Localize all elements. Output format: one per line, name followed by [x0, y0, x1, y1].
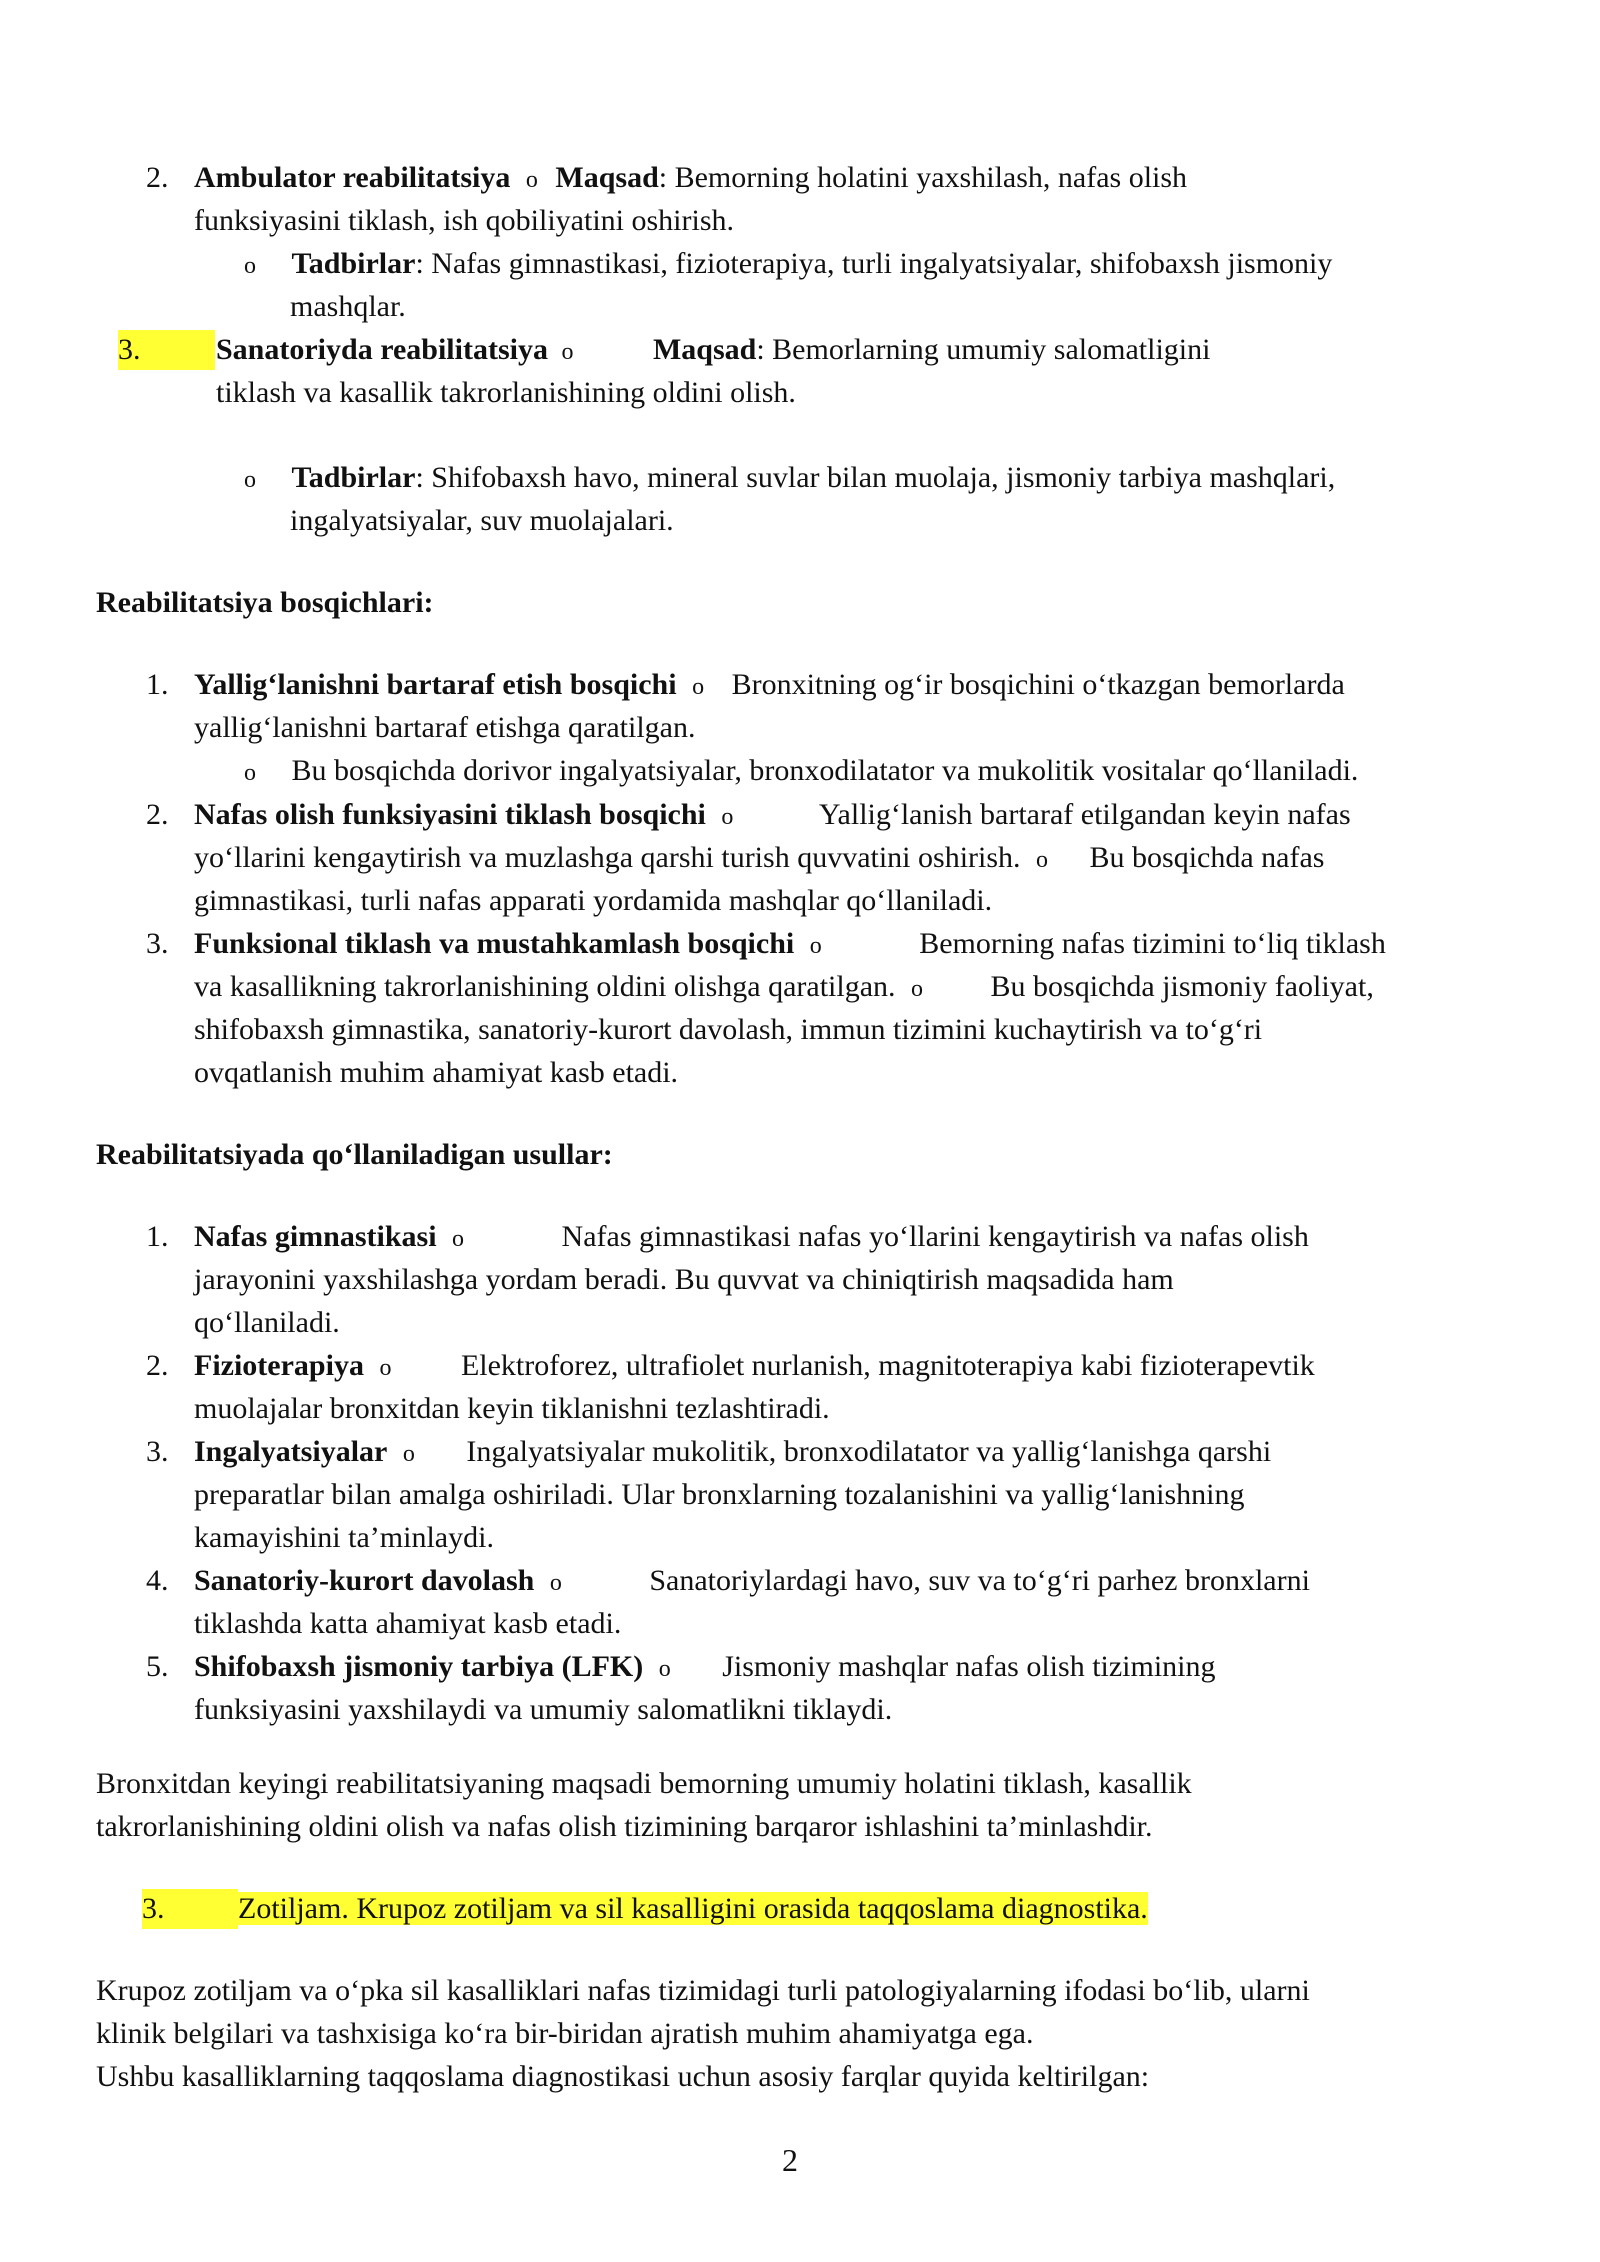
list-number: 1. [146, 668, 169, 701]
bullet: o [721, 804, 734, 830]
list-number: 3. [146, 927, 169, 960]
conclusion-text: Bronxitdan keyingi reabilitatsiyaning maqsadi bemorning umumiy holatini tiklash, kasallik [96, 1767, 1192, 1800]
bullet: o [1036, 847, 1049, 873]
stage-sub-text: Bu bosqichda dorivor ingalyatsiyalar, bronxodilatator va mukolitik vositalar qo‘llaniladi. [291, 754, 1359, 787]
list-number: 4. [146, 1564, 169, 1597]
measures-label: Tadbirlar [291, 461, 416, 494]
conclusion-text: takrorlanishining oldini olish va nafas olish tizimining barqaror ishlashini ta’minlashdir. [96, 1810, 1153, 1843]
stage-title: Nafas olish funksiyasini tiklash bosqichi [194, 798, 706, 831]
section-title: Zotiljam. Krupoz zotiljam va sil kasalligini orasida taqqoslama diagnostika. [238, 1892, 1148, 1925]
bullet: o [658, 1656, 671, 1682]
stage-text-cont: ovqatlanish muhim ahamiyat kasb etadi. [194, 1056, 679, 1089]
method-item [146, 1561, 1310, 1603]
goal-label: Maqsad [652, 333, 757, 366]
list-number: 3. [146, 1435, 169, 1468]
measures-text: : Nafas gimnastikasi, fizioterapiya, turli ingalyatsiyalar, shifobaxsh jismoniy [415, 247, 1333, 280]
stage-text-cont [194, 967, 1374, 1009]
sanatorium-measures-cont: ingalyatsiyalar, suv muolajalari. [290, 504, 674, 537]
page-number: 2 [782, 2142, 798, 2178]
list-number: 2. [146, 161, 169, 194]
method-text: Elektroforez, ultrafiolet nurlanish, magnitoterapiya kabi fizioterapevtik [460, 1349, 1315, 1382]
bullet: o [244, 467, 256, 493]
ambulator-title-line [146, 158, 1187, 200]
bullet: o [561, 339, 574, 365]
stage-text: Bu bosqichda jismoniy faoliyat, [990, 970, 1374, 1003]
stage-sub-item [244, 751, 1358, 793]
method-text-cont: jarayonini yaxshilashga yordam beradi. Bu quvvat va chiniqtirish maqsadida ham [194, 1263, 1174, 1296]
goal-label: Maqsad [555, 161, 659, 194]
intro-text: Ushbu kasalliklarning taqqoslama diagnostikasi uchun asosiy farqlar quyida keltirilgan: [96, 2060, 1150, 2093]
goal-text: : Bemorlarning umumiy salomatligini [756, 333, 1211, 366]
bullet: o [911, 976, 924, 1002]
bullet: o [692, 674, 705, 700]
method-text-cont: preparatlar bilan amalga oshiriladi. Ular bronxlarning tozalanishini va yallig‘lanishning [194, 1478, 1245, 1511]
measures-label: Tadbirlar [291, 247, 416, 280]
method-text: Sanatoriylardagi havo, suv va to‘g‘ri parhez bronxlarni [649, 1564, 1310, 1597]
list-number: 5. [146, 1650, 169, 1683]
highlighted-list-number: 3. [118, 330, 215, 370]
ambulator-goal-cont: funksiyasini tiklash, ish qobiliyatini oshirish. [194, 204, 734, 237]
method-title: Ingalyatsiyalar [194, 1435, 388, 1468]
method-title: Sanatoriy-kurort davolash [194, 1564, 535, 1597]
methods-heading: Reabilitatsiyada qo‘llaniladigan usullar: [96, 1138, 613, 1171]
method-title: Shifobaxsh jismoniy tarbiya (LFK) [194, 1650, 644, 1683]
stage-text-cont: gimnastikasi, turli nafas apparati yordamida mashqlar qo‘llaniladi. [194, 884, 993, 917]
bullet: o [525, 167, 538, 193]
method-text-cont: tiklashda katta ahamiyat kasb etadi. [194, 1607, 622, 1640]
method-title: Nafas gimnastikasi [194, 1220, 437, 1253]
bullet: o [402, 1441, 415, 1467]
goal-text: : Bemorning holatini yaxshilash, nafas olish [658, 161, 1188, 194]
stage-text: va kasallikning takrorlanishining oldini olishga qaratilgan. [194, 970, 896, 1003]
bullet: o [244, 253, 256, 279]
stage-text-cont [194, 838, 1324, 880]
bullet: o [452, 1226, 465, 1252]
bullet: o [244, 760, 256, 786]
method-text: Ingalyatsiyalar mukolitik, bronxodilatator va yallig‘lanishga qarshi [466, 1435, 1272, 1468]
stage-item [146, 924, 1386, 966]
method-text-cont: qo‘llaniladi. [194, 1306, 340, 1339]
method-item [146, 1432, 1271, 1474]
sanatorium-goal-cont: tiklash va kasallik takrorlanishining oldini olish. [216, 376, 796, 409]
method-text-cont: kamayishini ta’minlaydi. [194, 1521, 494, 1554]
intro-text: klinik belgilari va tashxisiga ko‘ra bir-biridan ajratish muhim ahamiyatga ega. [96, 2017, 1034, 2050]
method-text-cont: muolajalar bronxitdan keyin tiklanishni tezlashtiradi. [194, 1392, 830, 1425]
intro-text: Krupoz zotiljam va o‘pka sil kasalliklari nafas tizimidagi turli patologiyalarning ifodasi bo‘lib, ularni [96, 1974, 1310, 2007]
bullet: o [379, 1355, 392, 1381]
method-item [146, 1647, 1216, 1689]
ambulator-measures-line [244, 244, 1332, 286]
sanatorium-measures-line [244, 458, 1335, 500]
bullet: o [549, 1570, 562, 1596]
method-text: Nafas gimnastikasi nafas yo‘llarini kengaytirish va nafas olish [561, 1220, 1309, 1253]
bullet: o [809, 933, 822, 959]
stage-title: Yallig‘lanishni bartaraf etish bosqichi [194, 668, 677, 701]
section-heading [142, 1889, 1148, 1929]
stage-text: yo‘llarini kengaytirish va muzlashga qarshi turish quvvatini oshirish. [194, 841, 1021, 874]
stage-item [146, 665, 1345, 707]
ambulator-title: Ambulator reabilitatsiya [194, 161, 511, 194]
stage-text-cont: yallig‘lanishni bartaraf etishga qaratilgan. [194, 711, 696, 744]
stage-title: Funksional tiklash va mustahkamlash bosqichi [194, 927, 795, 960]
measures-text: : Shifobaxsh havo, mineral suvlar bilan muolaja, jismoniy tarbiya mashqlari, [415, 461, 1336, 494]
ambulator-measures-cont: mashqlar. [290, 290, 406, 323]
sanatorium-title: Sanatoriyda reabilitatsiya [216, 333, 548, 366]
stage-text: Bemorning nafas tizimini to‘liq tiklash [919, 927, 1386, 960]
highlighted-section-number: 3. [142, 1889, 238, 1929]
method-title: Fizioterapiya [194, 1349, 364, 1382]
stage-text-cont: shifobaxsh gimnastika, sanatoriy-kurort davolash, immun tizimini kuchaytirish va to‘g‘ri [194, 1013, 1263, 1046]
list-number: 2. [146, 1349, 169, 1382]
stage-text: Bu bosqichda nafas [1089, 841, 1325, 874]
stage-text: Bronxitning og‘ir bosqichini o‘tkazgan bemorlarda [731, 668, 1345, 701]
method-item [146, 1346, 1315, 1388]
stage-text: Yallig‘lanish bartaraf etilgandan keyin nafas [818, 798, 1351, 831]
stage-item [146, 795, 1351, 837]
list-number: 2. [146, 798, 169, 831]
method-text-cont: funksiyasini yaxshilaydi va umumiy salomatlikni tiklaydi. [194, 1693, 893, 1726]
list-number: 1. [146, 1220, 169, 1253]
stages-heading: Reabilitatsiya bosqichlari: [96, 586, 434, 619]
method-item [146, 1217, 1309, 1259]
sanatorium-title-line [118, 330, 1210, 372]
method-text: Jismoniy mashqlar nafas olish tizimining [722, 1650, 1216, 1683]
